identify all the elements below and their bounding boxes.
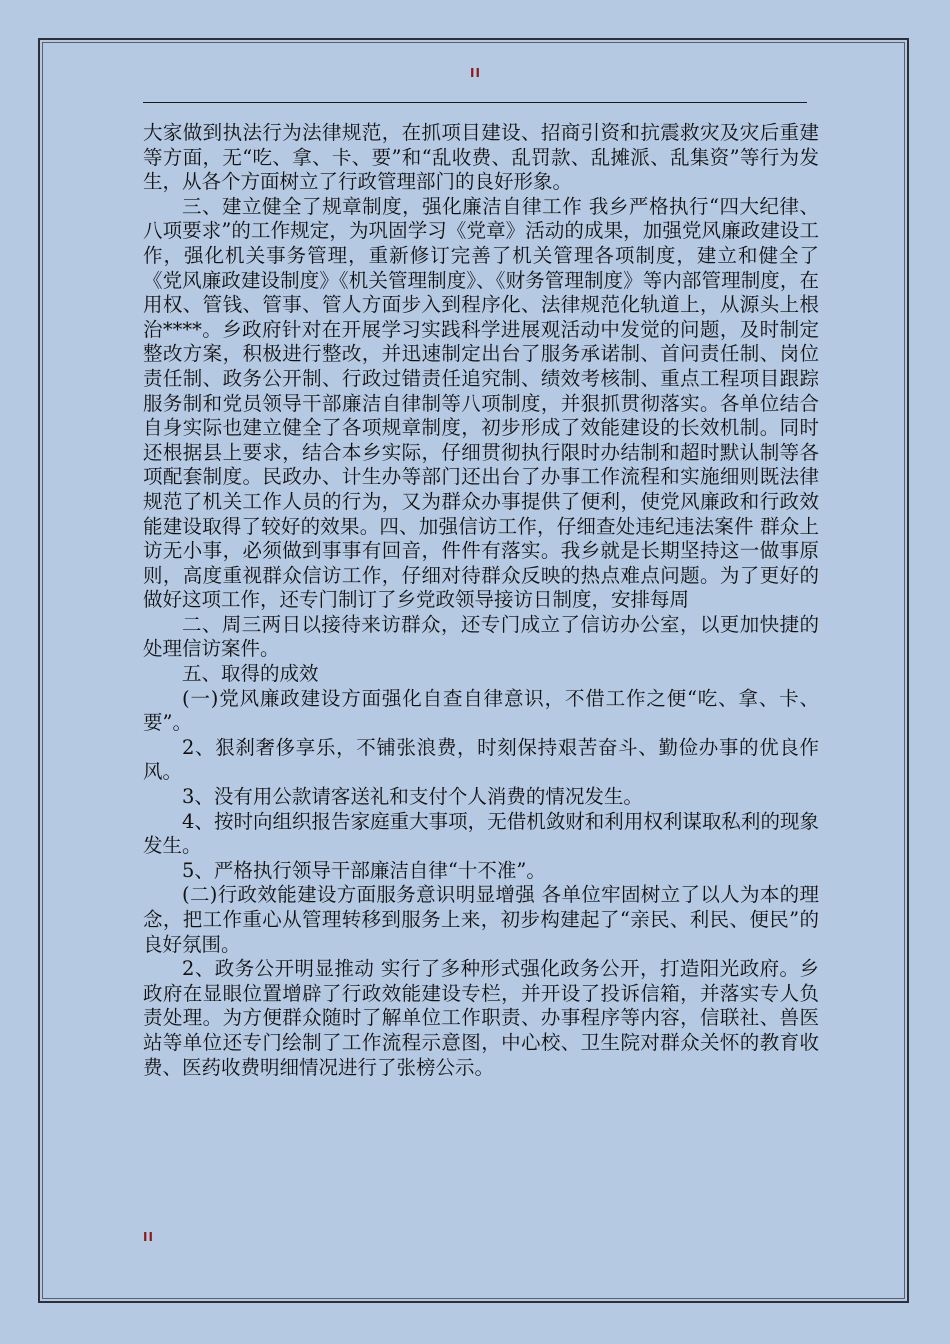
paragraph: 大家做到执法行为法律规范，在抓项目建设、招商引资和抗震救灾及灾后重建等方面，无“吃、拿、卡、要”和“乱收费、乱罚款、乱摊派、乱集资”等行为发生，从各个方面树立了行政管理部门的良好形象。	[143, 121, 819, 194]
paragraph: (二)行政效能建设方面服务意识明显增强 各单位牢固树立了以人为本的理念，把工作重心从管理转移到服务上来，初步构建起了“亲民、利民、便民”的良好氛围。	[143, 883, 819, 956]
paragraph: 2、狠刹奢侈享乐，不铺张浪费，时刻保持艰苦奋斗、勤俭办事的优良作风。	[143, 735, 819, 784]
paragraph: 2、政务公开明显推动 实行了多种形式强化政务公开，打造阳光政府。乡政府在显眼位置增辟了行政效能建设专栏，并开设了投诉信箱，并落实专人负责处理。为方便群众随时了解单位工作职责、办事程序等内容，信联社、兽医站等单位还专门绘制了工作流程示意图，中心校、卫生院对群众关怀的教育收费、医药收费明细情况进行了张榜公示。	[143, 957, 819, 1079]
paragraph: 三、建立健全了规章制度，强化廉洁自律工作 我乡严格执行“四大纪律、八项要求”的工作规定，为巩固学习《党章》活动的成果，加强党风廉政建设工作，强化机关事务管理，重新修订完善了机关管理各项制度，建立和健全了《党风廉政建设制度》《机关管理制度》、《财务管理制度》等内部管理制度，在用权、管钱、管事、管人方面步入到程序化、法律规范化轨道上，从源头上根治****。乡政府针对在开展学习实践科学进展观活动中发觉的问题，及时制定整改方案，积极进行整改，并迅速制定出台了服务承诺制、首问责任制、岗位责任制、政务公开制、行政过错责任追究制、绩效考核制、重点工程项目跟踪服务制和党员领导干部廉洁自律制等八项制度，并狠抓贯彻落实。各单位结合自身实际也建立健全了各项规章制度，初步形成了效能建设的长效机制。同时还根据县上要求，结合本乡实际，仔细贯彻执行限时办结制和超时默认制等各项配套制度。民政办、计生办等部门还出台了办事工作流程和实施细则既法律规范了机关工作人员的行为，又为群众办事提供了便利，使党风廉政和行政效能建设取得了较好的效果。四、加强信访工作，仔细查处违纪违法案件 群众上访无小事，必须做到事事有回音，件件有落实。我乡就是长期坚持这一做事原则，高度重视群众信访工作，仔细对待群众反映的热点难点问题。为了更好的做好这项工作，还专门制订了乡党政领导接访日制度，安排每周	[143, 194, 819, 612]
document-body	[143, 121, 819, 1080]
footer-mark: II	[143, 1230, 154, 1244]
paragraph: 5、严格执行领导干部廉洁自律“十不准”。	[182, 858, 546, 882]
section-heading: 五、取得的成效	[182, 662, 319, 686]
header-divider	[143, 102, 807, 103]
paragraph: 二、周三两日以接待来访群众，还专门成立了信访办公室，以更加快捷的处理信访案件。	[143, 612, 819, 661]
paragraph: 3、没有用公款请客送礼和支付个人消费的情况发生。	[182, 785, 643, 809]
header-mark: II	[470, 66, 481, 80]
paragraph: (一)党风廉政建设方面强化自查自律意识，不借工作之便“吃、拿、卡、要”。	[143, 686, 819, 735]
paragraph: 4、按时向组织报告家庭重大事项，无借机敛财和利用权利谋取私利的现象发生。	[143, 809, 819, 858]
